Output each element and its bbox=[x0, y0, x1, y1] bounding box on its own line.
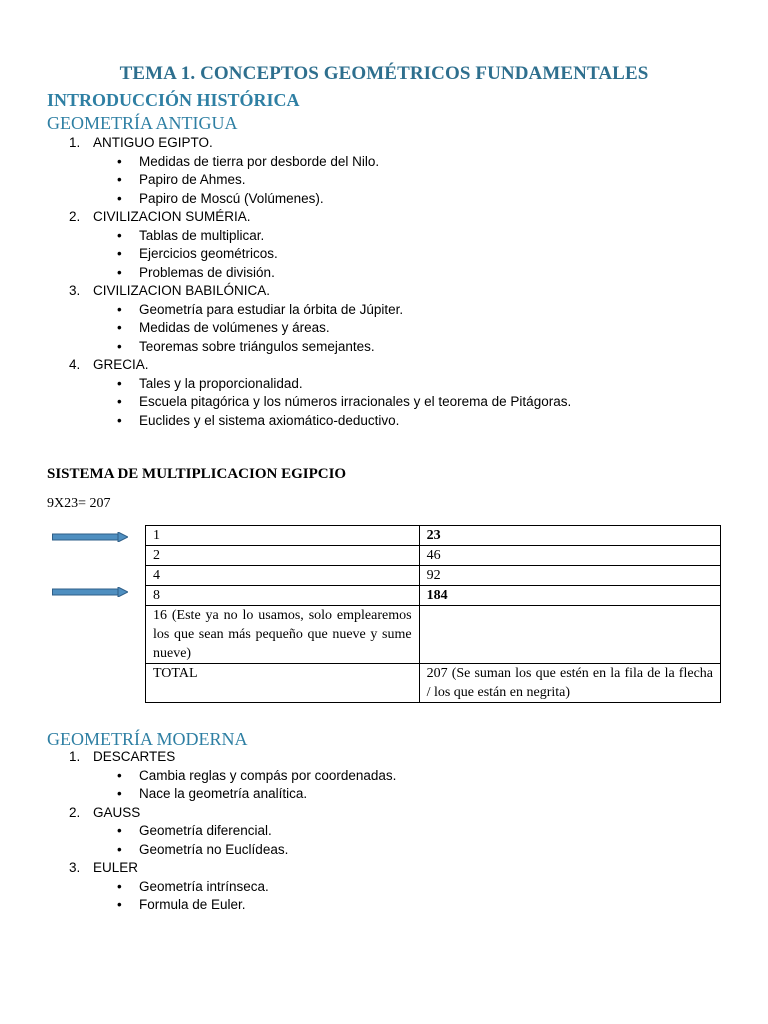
table-row bbox=[146, 546, 721, 566]
list-item bbox=[0, 859, 768, 878]
bullet-item bbox=[0, 785, 768, 804]
item-number: 3. bbox=[69, 283, 81, 298]
bullet-item bbox=[0, 841, 768, 860]
item-label: DESCARTES bbox=[93, 749, 176, 764]
bullet-item bbox=[0, 264, 768, 283]
ancient-geometry-heading: GEOMETRÍA ANTIGUA bbox=[47, 113, 238, 133]
table-row bbox=[146, 566, 721, 586]
bullet-item bbox=[0, 190, 768, 209]
row-arrow-icon bbox=[52, 532, 128, 542]
bullet-item bbox=[0, 301, 768, 320]
bullet-icon: • bbox=[117, 153, 122, 169]
document-title: TEMA 1. CONCEPTOS GEOMÉTRICOS FUNDAMENTALES bbox=[119, 63, 649, 84]
bullet-item bbox=[0, 338, 768, 357]
bullet-icon: • bbox=[117, 301, 122, 317]
table-cell-left: 16 (Este ya no lo usamos, solo emplearemos los que sean más pequeño que nueve y sume nueve) bbox=[146, 606, 420, 664]
bullet-text: Geometría intrínseca. bbox=[139, 878, 269, 894]
bullet-icon: • bbox=[117, 264, 122, 280]
bullet-text: Geometría para estudiar la órbita de Júpiter. bbox=[139, 301, 404, 317]
bullet-text: Formula de Euler. bbox=[139, 897, 246, 912]
bullet-icon: • bbox=[117, 412, 122, 428]
table-row bbox=[146, 586, 721, 606]
table-cell-right: 207 (Se suman los que estén en la fila de la flecha / los que están en negrita) bbox=[419, 664, 720, 703]
bullet-icon: • bbox=[117, 786, 122, 801]
ancient-geometry-list bbox=[0, 134, 768, 430]
bullet-text: Teoremas sobre triángulos semejantes. bbox=[139, 338, 375, 354]
item-number: 2. bbox=[69, 209, 81, 224]
bullet-icon: • bbox=[117, 246, 122, 261]
table-cell-left: TOTAL bbox=[146, 664, 420, 703]
item-number: 2. bbox=[69, 804, 81, 820]
list-item bbox=[0, 804, 768, 823]
table-row bbox=[146, 606, 721, 664]
bullet-item bbox=[0, 412, 768, 431]
item-number: 3. bbox=[69, 860, 81, 875]
modern-geometry-list bbox=[0, 748, 768, 915]
table-cell-left: 4 bbox=[146, 566, 420, 586]
bullet-icon: • bbox=[117, 897, 122, 912]
bullet-text: Medidas de tierra por desborde del Nilo. bbox=[139, 153, 380, 169]
bullet-item bbox=[0, 153, 768, 172]
table-row bbox=[146, 526, 721, 546]
table-cell-right: 92 bbox=[419, 566, 720, 586]
list-item bbox=[0, 748, 768, 767]
bullet-text: Nace la geometría analítica. bbox=[139, 786, 308, 801]
table-cell-left: 1 bbox=[146, 526, 420, 546]
list-item bbox=[0, 208, 768, 227]
bullet-icon: • bbox=[117, 227, 122, 243]
item-label: ANTIGUO EGIPTO. bbox=[93, 135, 213, 150]
bullet-text: Escuela pitagórica y los números irracionales y el teorema de Pitágoras. bbox=[139, 394, 572, 409]
table-row bbox=[146, 664, 721, 703]
table-cell-left: 8 bbox=[146, 586, 420, 606]
bullet-icon: • bbox=[117, 841, 122, 857]
table-cell-right bbox=[419, 606, 720, 664]
bullet-item bbox=[0, 393, 768, 412]
bullet-item bbox=[0, 227, 768, 246]
bullet-text: Geometría diferencial. bbox=[139, 823, 272, 838]
bullet-text: Medidas de volúmenes y áreas. bbox=[139, 320, 330, 335]
bullet-text: Ejercicios geométricos. bbox=[139, 246, 278, 261]
bullet-text: Geometría no Euclídeas. bbox=[139, 841, 289, 857]
bullet-text: Problemas de división. bbox=[139, 264, 275, 280]
bullet-item bbox=[0, 896, 768, 915]
bullet-item bbox=[0, 822, 768, 841]
bullet-text: Papiro de Ahmes. bbox=[139, 172, 246, 187]
bullet-item bbox=[0, 375, 768, 394]
bullet-text: Tablas de multiplicar. bbox=[139, 227, 265, 243]
table-cell-right: 23 bbox=[419, 526, 720, 546]
table-cell-right: 46 bbox=[419, 546, 720, 566]
egyptian-multiplication-table bbox=[145, 525, 721, 703]
item-label: CIVILIZACION SUMÉRIA. bbox=[93, 209, 251, 224]
bullet-text: Euclides y el sistema axiomático-deductivo. bbox=[139, 412, 400, 428]
list-item bbox=[0, 134, 768, 153]
bullet-icon: • bbox=[117, 320, 122, 335]
bullet-item bbox=[0, 171, 768, 190]
bullet-item bbox=[0, 878, 768, 897]
multiplication-heading: SISTEMA DE MULTIPLICACION EGIPCIO bbox=[47, 466, 347, 482]
bullet-text: Tales y la proporcionalidad. bbox=[139, 375, 303, 391]
bullet-icon: • bbox=[117, 190, 122, 206]
item-label: GRECIA. bbox=[93, 357, 149, 372]
item-label: EULER bbox=[93, 860, 139, 875]
modern-geometry-heading: GEOMETRÍA MODERNA bbox=[47, 729, 248, 749]
row-arrow-icon bbox=[52, 587, 128, 597]
item-number: 4. bbox=[69, 357, 81, 372]
bullet-icon: • bbox=[117, 767, 122, 783]
table-cell-left: 2 bbox=[146, 546, 420, 566]
item-label: GAUSS bbox=[93, 804, 141, 820]
bullet-item bbox=[0, 319, 768, 338]
item-number: 1. bbox=[69, 135, 81, 150]
item-label: CIVILIZACION BABILÓNICA. bbox=[93, 283, 271, 298]
bullet-item bbox=[0, 767, 768, 786]
list-item bbox=[0, 356, 768, 375]
multiplication-equation: 9X23= 207 bbox=[47, 496, 111, 511]
bullet-icon: • bbox=[117, 338, 122, 354]
table-cell-right: 184 bbox=[419, 586, 720, 606]
bullet-icon: • bbox=[117, 878, 122, 894]
bullet-text: Papiro de Moscú (Volúmenes). bbox=[139, 190, 324, 206]
item-number: 1. bbox=[69, 749, 81, 764]
bullet-item bbox=[0, 245, 768, 264]
bullet-icon: • bbox=[117, 375, 122, 391]
bullet-text: Cambia reglas y compás por coordenadas. bbox=[139, 767, 397, 783]
bullet-icon: • bbox=[117, 172, 122, 187]
intro-heading: INTRODUCCIÓN HISTÓRICA bbox=[47, 90, 300, 110]
bullet-icon: • bbox=[117, 823, 122, 838]
bullet-icon: • bbox=[117, 394, 122, 409]
list-item bbox=[0, 282, 768, 301]
